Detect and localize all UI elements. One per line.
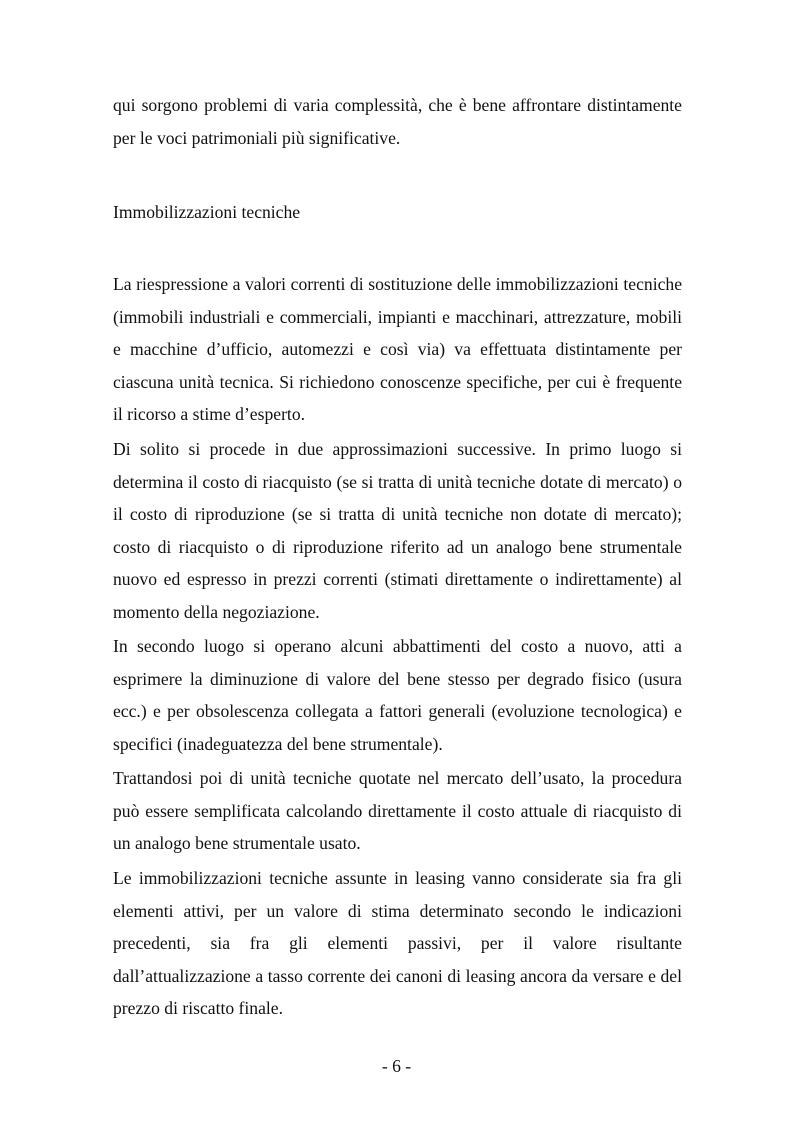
paragraph-approssimazioni: Di solito si procede in due approssimazioni successive. In primo luogo si determina il costo di riacquisto (se si tratta di unità tecniche dotate di mercato) o il costo di riproduzione (se si tratta di unità tecniche non dotate di mercato); costo di riacquisto o di riproduzione riferito ad un analogo bene strumentale nuovo ed espresso in prezzi correnti (stimati direttamente o indirettamente) al momento della negoziazione.	[113, 439, 682, 622]
paragraph-abbattimenti: In secondo luogo si operano alcuni abbattimenti del costo a nuovo, atti a esprimere la diminuzione di valore del bene stesso per degrado fisico (usura ecc.) e per obsolescenza collegata a fattori generali (evoluzione tecnologica) e specifici (inadeguatezza del bene strumentale).	[113, 636, 682, 754]
section-heading: Immobilizzazioni tecniche	[113, 202, 301, 222]
page-number: - 6 -	[381, 1056, 412, 1076]
paragraph-riespressione: La riespressione a valori correnti di sostituzione delle immobilizzazioni tecniche (immobili industriali e commerciali, impianti e macchinari, attrezzature, mobili e macchine d’ufficio, automezzi e così via) va effettuata distintamente per ciascuna unità tecnica. Si richiedono conoscenze specifiche, per cui è frequente il ricorso a stime d’esperto.	[113, 274, 682, 424]
paragraph-continuation: qui sorgono problemi di varia complessità, che è bene affrontare distintamente per le voci patrimoniali più significative.	[113, 95, 682, 148]
paragraph-leasing: Le immobilizzazioni tecniche assunte in leasing vanno considerate sia fra gli elementi attivi, per un valore di stima determinato secondo le indicazioni precedenti, sia fra gli elementi passivi, per il valore risultante dall’attualizzazione a tasso corrente dei canoni di leasing ancora da versare e del prezzo di riscatto finale.	[113, 868, 682, 1018]
paragraph-usato: Trattandosi poi di unità tecniche quotate nel mercato dell’usato, la procedura può essere semplificata calcolando direttamente il costo attuale di riacquisto di un analogo bene strumentale usato.	[113, 768, 682, 853]
